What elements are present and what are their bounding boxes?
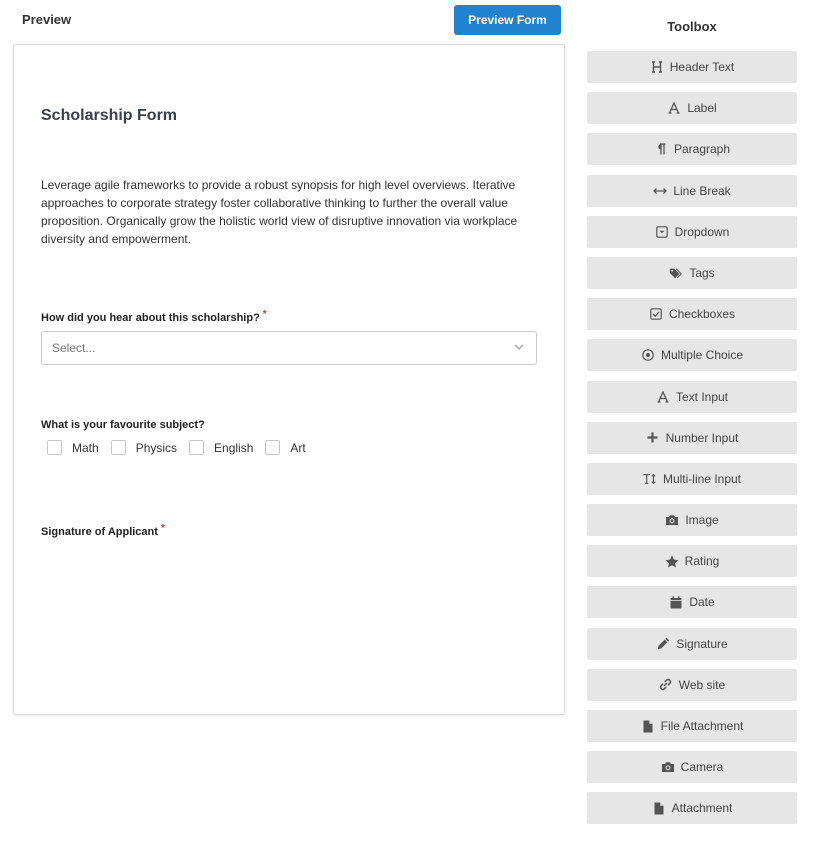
toolbox-item-label: Line Break (673, 183, 731, 198)
paragraph-icon (654, 142, 668, 156)
form-preview-card (13, 44, 565, 715)
toolbox-item-label: Camera (680, 760, 724, 775)
file-icon (652, 801, 666, 815)
toolbox-item-rating[interactable] (587, 545, 797, 577)
toolbox-item-line-break[interactable] (587, 175, 797, 207)
checkbox[interactable] (111, 440, 126, 455)
toolbox-item-checkboxes[interactable] (587, 298, 797, 330)
caret-square-icon (655, 225, 669, 239)
toolbox-item-signature[interactable] (587, 628, 797, 660)
toolbox-item-label: Header Text (669, 60, 735, 74)
toolbox-item-multi-line-input[interactable] (587, 463, 797, 495)
toolbox-item-label: Multiple Choice (660, 348, 744, 363)
toolbox-item-multiple-choice[interactable] (587, 339, 797, 371)
toolbox-item-label: Dropdown (674, 224, 730, 239)
toolbox-item-label: Checkboxes (668, 307, 736, 322)
toolbox-item-attachment[interactable] (587, 792, 797, 824)
text-height-icon (643, 472, 657, 486)
preview-form-button[interactable]: Preview Form (454, 5, 561, 35)
toolbox-item-label: Label (687, 101, 717, 116)
subject-checkbox-group (47, 440, 318, 455)
checkbox[interactable] (47, 440, 62, 455)
required-marker: * (160, 523, 165, 534)
signature-label-text: Signature of Applicant (41, 526, 158, 538)
checkbox-label: Art (290, 440, 306, 455)
toolbox-item-label: Date (689, 595, 715, 610)
toolbox-item-camera[interactable] (587, 751, 797, 783)
camera-icon (665, 513, 679, 527)
checkbox[interactable] (189, 440, 204, 455)
toolbox-item-text-input[interactable] (587, 381, 797, 413)
toolbox-item-date[interactable] (587, 586, 797, 618)
toolbox-item-label[interactable] (587, 92, 797, 124)
camera-icon (661, 760, 675, 774)
checkbox-label: Math (72, 440, 99, 455)
font-icon (667, 101, 681, 115)
checkbox[interactable] (265, 440, 280, 455)
calendar-icon (669, 595, 683, 609)
toolbox-item-label: Attachment (671, 801, 733, 816)
question-heard-about-text: How did you hear about this scholarship? (41, 312, 260, 324)
form-paragraph: Leverage agile frameworks to provide a robust synopsis for high level overviews. Iterative approaches to corporate strategy foster collaborative thinking to further the overall value proposition. Organically grow the holistic world view of disruptive innovation via workplace diversity and empowerment. (41, 178, 518, 246)
plus-icon (646, 431, 660, 445)
form-heading: Scholarship Form (41, 107, 178, 124)
toolbox-item-label: Web site (678, 677, 726, 692)
toolbox-item-label: Text Input (675, 389, 729, 404)
question-subject-label: What is your favourite subject? (41, 419, 205, 431)
toolbox-item-label: File Attachment (660, 719, 744, 733)
toolbox-item-web-site[interactable] (587, 669, 797, 701)
arrows-horizontal-icon (653, 184, 667, 198)
header-icon (650, 60, 664, 74)
checkbox-label: English (214, 440, 254, 455)
link-icon (659, 678, 673, 692)
signature-label (41, 523, 165, 538)
required-marker: * (262, 309, 267, 320)
check-square-icon (649, 307, 663, 321)
file-icon (641, 719, 655, 733)
heard-about-select[interactable] (41, 331, 537, 365)
toolbox-item-label: Rating (684, 554, 720, 569)
checkbox-option-physics[interactable] (111, 440, 177, 455)
toolbox-item-dropdown[interactable] (587, 216, 797, 248)
checkbox-label: Physics (135, 440, 178, 455)
toolbox-list (587, 51, 797, 834)
dot-circle-icon (641, 348, 655, 362)
toolbox-item-image[interactable] (587, 504, 797, 536)
font-icon (656, 390, 670, 404)
toolbox-item-label: Paragraph (673, 142, 731, 157)
toolbox-item-header-text[interactable] (587, 51, 797, 83)
toolbox-title: Toolbox (667, 19, 717, 34)
toolbox-item-label: Image (685, 513, 719, 528)
tags-icon (669, 266, 683, 280)
preview-title: Preview (22, 12, 72, 27)
toolbox-item-file-attachment[interactable] (587, 710, 797, 742)
checkbox-option-math[interactable] (47, 440, 99, 455)
select-placeholder: Select... (52, 341, 96, 355)
star-icon (665, 554, 679, 568)
chevron-down-icon (512, 340, 526, 354)
toolbox-item-number-input[interactable] (587, 422, 797, 454)
checkbox-option-english[interactable] (189, 440, 253, 455)
question-heard-about-label (41, 309, 267, 324)
toolbox-item-label: Number Input (665, 430, 739, 445)
toolbox-item-label: Multi-line Input (662, 471, 742, 486)
checkbox-option-art[interactable] (265, 440, 305, 455)
toolbox-item-label: Signature (676, 636, 728, 651)
toolbox-item-tags[interactable] (587, 257, 797, 289)
toolbox-item-paragraph[interactable] (587, 133, 797, 165)
toolbox-item-label: Tags (689, 265, 715, 280)
pencil-icon (656, 637, 670, 651)
